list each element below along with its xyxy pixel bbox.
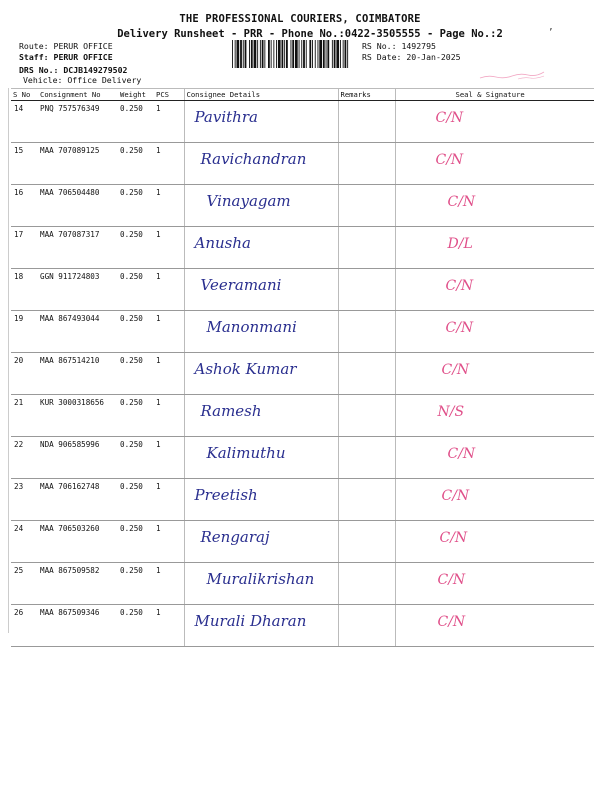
cell-signature: [395, 521, 594, 563]
consignee-handwriting: Anusha: [194, 234, 251, 252]
cell-weight: 0.250: [118, 437, 154, 479]
col-pcs: PCS: [154, 89, 184, 101]
barcode-bar: [301, 40, 302, 68]
cell-sno: 24: [11, 521, 38, 563]
signature-mark: C/N: [447, 446, 476, 462]
barcode-bar: [262, 40, 264, 68]
vehicle-value: Office Delivery: [67, 75, 142, 85]
table-header-row: [11, 89, 594, 101]
rs-no-label: RS No.:: [362, 41, 397, 51]
cell-consignment: MAA 867493044: [38, 311, 118, 353]
barcode-bar: [235, 40, 236, 68]
consignee-handwriting: Murali Dharan: [194, 612, 307, 630]
barcode-bar: [309, 40, 311, 68]
consignee-handwriting: Preetish: [194, 486, 258, 504]
barcode-bar: [312, 40, 313, 68]
cell-consignee: [184, 563, 338, 605]
barcode-bar: [323, 40, 325, 68]
table-row: [11, 227, 594, 269]
barcode-bar: [260, 40, 261, 68]
vehicle-label: Vehicle:: [23, 75, 63, 85]
barcode-bar: [315, 40, 316, 68]
runsheet-table: [11, 88, 594, 647]
cell-sno: 25: [11, 563, 38, 605]
barcode-bar: [245, 40, 247, 68]
cell-sno: 19: [11, 311, 38, 353]
drs-value: DCJB149279502: [63, 65, 128, 75]
barcode-bar: [336, 40, 339, 68]
consignee-handwriting: Ravichandran: [200, 150, 307, 168]
cell-consignment: MAA 867514210: [38, 353, 118, 395]
cell-remarks: [338, 479, 395, 521]
cell-pcs: 1: [154, 395, 184, 437]
cell-pcs: 1: [154, 353, 184, 395]
rs-no-line: [362, 41, 436, 51]
signature-mark: C/N: [445, 278, 474, 294]
consignee-handwriting: Ashok Kumar: [194, 360, 297, 378]
staff-line: [19, 52, 113, 62]
barcode: [232, 40, 352, 68]
cell-remarks: [338, 101, 395, 143]
barcode-bar: [295, 40, 298, 68]
signature-mark: C/N: [441, 488, 470, 504]
table-row: [11, 185, 594, 227]
cell-pcs: 1: [154, 185, 184, 227]
signature-mark: C/N: [441, 362, 470, 378]
col-weight: Weight: [118, 89, 154, 101]
cell-pcs: 1: [154, 479, 184, 521]
cell-consignee: [184, 311, 338, 353]
cell-consignee: [184, 227, 338, 269]
route-label: Route:: [19, 41, 49, 51]
table-row: [11, 521, 594, 563]
barcode-bar: [326, 40, 327, 68]
barcode-bar: [237, 40, 240, 68]
cell-signature: [395, 143, 594, 185]
barcode-bar: [299, 40, 300, 68]
barcode-bar: [286, 40, 288, 68]
signature-mark: D/L: [447, 236, 473, 252]
col-sno: S No: [11, 89, 38, 101]
staff-value: PERUR OFFICE: [53, 52, 113, 62]
cell-signature: [395, 101, 594, 143]
cell-remarks: [338, 521, 395, 563]
barcode-bar: [268, 40, 270, 68]
barcode-bar: [319, 40, 322, 68]
cell-consignment: MAA 867509346: [38, 605, 118, 647]
col-remarks: Remarks: [338, 89, 395, 101]
cell-consignment: MAA 706162748: [38, 479, 118, 521]
cell-weight: 0.250: [118, 101, 154, 143]
table-row: [11, 437, 594, 479]
cell-consignment: MAA 707089125: [38, 143, 118, 185]
barcode-bar: [306, 40, 307, 68]
barcode-bar: [232, 40, 233, 68]
barcode-bar: [292, 40, 294, 68]
cell-signature: [395, 353, 594, 395]
cell-pcs: 1: [154, 437, 184, 479]
cell-signature: [395, 227, 594, 269]
table-row: [11, 395, 594, 437]
cell-consignment: KUR 3000318656: [38, 395, 118, 437]
cell-remarks: [338, 269, 395, 311]
col-consignee: Consignee Details: [184, 89, 338, 101]
cell-sno: 22: [11, 437, 38, 479]
barcode-bar: [254, 40, 257, 68]
cell-signature: [395, 269, 594, 311]
cell-weight: 0.250: [118, 143, 154, 185]
vehicle-line: [23, 75, 141, 85]
table-row: [11, 605, 594, 647]
cell-consignment: MAA 706503260: [38, 521, 118, 563]
barcode-bar: [347, 40, 348, 68]
barcode-bar: [327, 40, 329, 68]
table-row: [11, 143, 594, 185]
cell-consignee: [184, 521, 338, 563]
cell-remarks: [338, 395, 395, 437]
signature-mark: C/N: [445, 320, 474, 336]
cell-remarks: [338, 563, 395, 605]
cell-signature: [395, 185, 594, 227]
signature-mark: C/N: [435, 110, 464, 126]
cell-remarks: [338, 143, 395, 185]
cell-weight: 0.250: [118, 563, 154, 605]
barcode-bar: [257, 40, 258, 68]
cell-pcs: 1: [154, 311, 184, 353]
cell-sno: 18: [11, 269, 38, 311]
cell-weight: 0.250: [118, 479, 154, 521]
barcode-bar: [332, 40, 333, 68]
consignee-handwriting: Muralikrishan: [206, 570, 315, 588]
signature-mark: C/N: [435, 152, 464, 168]
table-row: [11, 311, 594, 353]
signature-mark: C/N: [437, 614, 466, 630]
cell-sno: 17: [11, 227, 38, 269]
drs-line: [19, 65, 127, 75]
table-row: [11, 101, 594, 143]
cell-remarks: [338, 437, 395, 479]
cell-signature: [395, 437, 594, 479]
cell-sno: 21: [11, 395, 38, 437]
cell-consignee: [184, 353, 338, 395]
signature-mark: C/N: [439, 530, 468, 546]
cell-pcs: 1: [154, 143, 184, 185]
cell-pcs: 1: [154, 605, 184, 647]
cell-consignment: PNQ 757576349: [38, 101, 118, 143]
pen-mark: ’: [548, 28, 554, 38]
cell-sno: 23: [11, 479, 38, 521]
left-margin-rule: [8, 88, 9, 633]
cell-weight: 0.250: [118, 395, 154, 437]
consignee-handwriting: Manonmani: [206, 318, 297, 336]
cell-pcs: 1: [154, 227, 184, 269]
cell-signature: [395, 605, 594, 647]
route-value: PERUR OFFICE: [53, 41, 113, 51]
cell-consignment: MAA 706504480: [38, 185, 118, 227]
barcode-bar: [284, 40, 285, 68]
cell-weight: 0.250: [118, 185, 154, 227]
consignee-handwriting: Vinayagam: [206, 192, 291, 210]
signature-mark: C/N: [447, 194, 476, 210]
rs-no-value: 1492795: [401, 41, 436, 51]
table-row: [11, 479, 594, 521]
cell-weight: 0.250: [118, 227, 154, 269]
barcode-bar: [271, 40, 272, 68]
barcode-bar: [276, 40, 277, 68]
cell-consignee: [184, 479, 338, 521]
rs-date-line: [362, 52, 461, 62]
barcode-bar: [264, 40, 265, 68]
runsheet-subtitle: Delivery Runsheet - PRR - Phone No.:0422-3505555 - Page No.:2: [117, 28, 503, 40]
cell-remarks: [338, 311, 395, 353]
cell-remarks: [338, 353, 395, 395]
consignee-handwriting: Pavithra: [194, 108, 258, 126]
table-row: [11, 563, 594, 605]
barcode-bar: [251, 40, 253, 68]
barcode-bar: [303, 40, 305, 68]
cell-weight: 0.250: [118, 353, 154, 395]
rs-date-label: RS Date:: [362, 52, 402, 62]
cell-consignment: GGN 911724803: [38, 269, 118, 311]
cell-consignee: [184, 185, 338, 227]
drs-label: DRS No.:: [19, 65, 59, 75]
cell-weight: 0.250: [118, 605, 154, 647]
cell-sno: 14: [11, 101, 38, 143]
cell-weight: 0.250: [118, 269, 154, 311]
barcode-bar: [240, 40, 242, 68]
cell-sno: 16: [11, 185, 38, 227]
cell-consignee: [184, 437, 338, 479]
col-signature: Seal & Signature: [395, 89, 594, 101]
cell-signature: [395, 311, 594, 353]
staff-label: Staff:: [19, 52, 49, 62]
company-title: THE PROFESSIONAL COURIERS, COIMBATORE: [179, 13, 421, 25]
consignee-handwriting: Rengaraj: [200, 528, 270, 546]
cell-signature: [395, 479, 594, 521]
cell-pcs: 1: [154, 269, 184, 311]
cell-weight: 0.250: [118, 311, 154, 353]
barcode-bar: [343, 40, 344, 68]
barcode-bar: [273, 40, 274, 68]
cell-consignment: NDA 906585996: [38, 437, 118, 479]
cell-consignee: [184, 395, 338, 437]
cell-remarks: [338, 605, 395, 647]
cell-consignee: [184, 101, 338, 143]
cell-weight: 0.250: [118, 521, 154, 563]
cell-consignee: [184, 269, 338, 311]
cell-remarks: [338, 185, 395, 227]
consignee-handwriting: Ramesh: [200, 402, 262, 420]
barcode-bar: [249, 40, 250, 68]
pink-scribble: [478, 68, 548, 82]
barcode-bar: [334, 40, 336, 68]
cell-pcs: 1: [154, 521, 184, 563]
signature-mark: C/N: [437, 572, 466, 588]
barcode-bar: [318, 40, 319, 68]
cell-pcs: 1: [154, 101, 184, 143]
cell-pcs: 1: [154, 563, 184, 605]
route-line: [19, 41, 113, 51]
barcode-bar: [278, 40, 281, 68]
col-consignment: Consignment No: [38, 89, 118, 101]
cell-signature: [395, 395, 594, 437]
cell-consignee: [184, 605, 338, 647]
barcode-bar: [345, 40, 347, 68]
barcode-bar: [340, 40, 341, 68]
table-row: [11, 269, 594, 311]
consignee-handwriting: Veeramani: [200, 276, 282, 294]
cell-consignment: MAA 867509582: [38, 563, 118, 605]
barcode-bar: [243, 40, 244, 68]
barcode-bar: [282, 40, 284, 68]
consignee-handwriting: Kalimuthu: [206, 444, 286, 462]
barcode-bar: [291, 40, 292, 68]
signature-mark: N/S: [437, 404, 465, 420]
table-row: [11, 353, 594, 395]
cell-remarks: [338, 227, 395, 269]
cell-signature: [395, 563, 594, 605]
cell-sno: 15: [11, 143, 38, 185]
rs-date-value: 20-Jan-2025: [406, 52, 461, 62]
cell-sno: 26: [11, 605, 38, 647]
cell-consignee: [184, 143, 338, 185]
cell-sno: 20: [11, 353, 38, 395]
cell-consignment: MAA 707087317: [38, 227, 118, 269]
